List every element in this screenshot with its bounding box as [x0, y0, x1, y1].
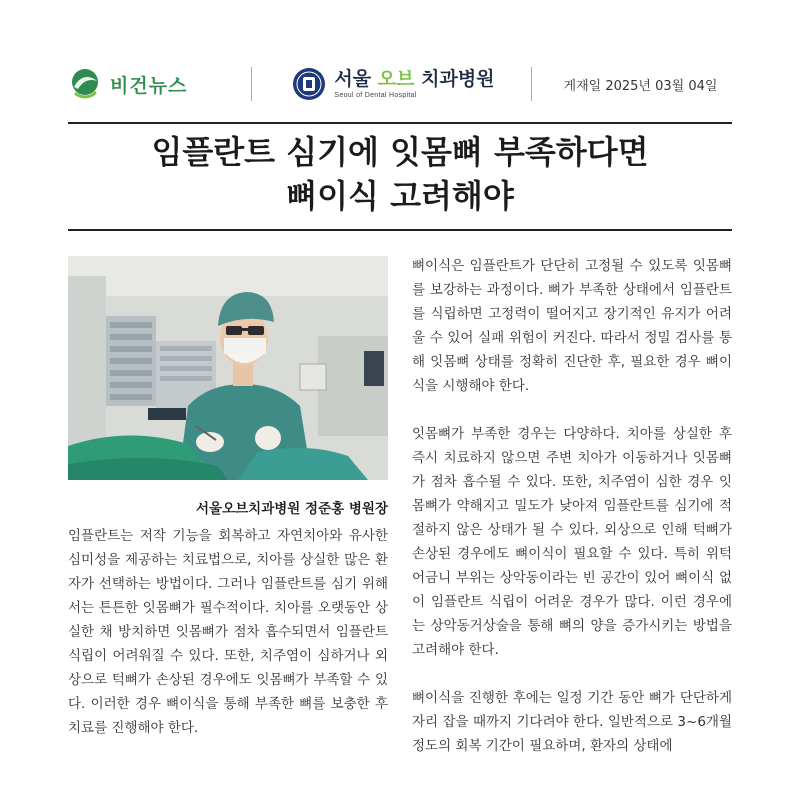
title-rule-bottom — [68, 229, 732, 231]
hospital-name — [334, 67, 495, 90]
article-paragraph: 뼈이식은 임플란트가 단단히 고정될 수 있도록 잇몸뼈를 보강하는 과정이다. 뼈가 부족한 상태에서 임플란트를 식립하면 고정력이 떨어지고 장기적인 유지가 어려울 수 있어 실패 위험이 커진다. 따라서 정밀 검사를 통해 잇몸뼈 상태를 정확히 진단한 후, 필요한 경우 뼈이식을 시행해야 한다. — [412, 258, 732, 394]
article-title — [68, 130, 732, 218]
header-divider — [531, 67, 532, 101]
hospital-name-part1: 서울 — [334, 67, 372, 90]
publish-date: 게재일 2025년 03월 04일 — [563, 78, 718, 94]
brand-logo-group[interactable] — [68, 67, 187, 101]
title-rule-top — [68, 122, 732, 124]
brand-name: 비건뉴스 — [110, 74, 188, 97]
header-divider — [251, 67, 252, 101]
photo-caption: 서울오브치과병원 정준홍 병원장 — [196, 501, 388, 517]
article-column-left — [68, 524, 388, 764]
dentist-surgery-illustration — [68, 256, 388, 480]
title-line-1: 임플란트 심기에 잇몸뼈 부족하다면 — [151, 133, 649, 171]
masthead — [68, 56, 732, 112]
hospital-seal-icon — [292, 67, 326, 101]
article-column-right — [412, 254, 732, 782]
title-line-2: 뼈이식 고려해야 — [286, 177, 514, 215]
hospital-name-en: Seoul of Dental Hospital — [334, 91, 417, 99]
hospital-name-part2: 치과병원 — [421, 67, 495, 90]
vegan-news-leaf-icon — [68, 67, 102, 101]
article-photo[interactable] — [68, 256, 388, 480]
article-paragraph: 잇몸뼈가 부족한 경우는 다양하다. 치아를 상실한 후 즉시 치료하지 않으면 주변 치아가 이동하거나 잇몸뼈가 점차 흡수될 수 있다. 또한, 치주염이 심한 경우 잇몸뼈가 약해지고 밀도가 낮아져 임플란트를 심기에 적절하지 않은 상태가 될 수 있다. 외상으로 인해 턱뼈가 손상된 경우에도 뼈이식이 필요할 수 있다. 특히 위턱 어금니 부위는 상악동이라는 빈 공간이 있어 뼈이식 없이 임플란트 식립이 어려운 경우가 많다. 이런 경우에는 상악동거상술을 통해 뼈의 양을 증가시키는 방법을 고려해야 한다. — [412, 426, 732, 658]
hospital-logo-group[interactable] — [292, 67, 494, 101]
hospital-name-ob: 오브 — [377, 67, 415, 90]
article-paragraph: 뼈이식을 진행한 후에는 일정 기간 동안 뼈가 단단하게 자리 잡을 때까지 기다려야 한다. 일반적으로 3~6개월 정도의 회복 기간이 필요하며, 환자의 상태에 — [412, 690, 732, 754]
article-paragraph: 임플란트는 저작 기능을 회복하고 자연치아와 유사한 심미성을 제공하는 치료법으로, 치아를 상실한 많은 환자가 선택하는 방법이다. 그러나 임플란트를 심기 위해서는 튼튼한 잇몸뼈가 필수적이다. 치아를 오랫동안 상실한 채 방치하면 잇몸뼈가 점차 흡수되면서 임플란트 식립이 어려워질 수 있다. 또한, 치주염이 심하거나 외상으로 턱뼈가 손상된 경우에도 잇몸뼈가 부족할 수 있다. 이러한 경우 뼈이식을 통해 부족한 뼈를 보충한 후 치료를 진행해야 한다. — [68, 528, 388, 736]
